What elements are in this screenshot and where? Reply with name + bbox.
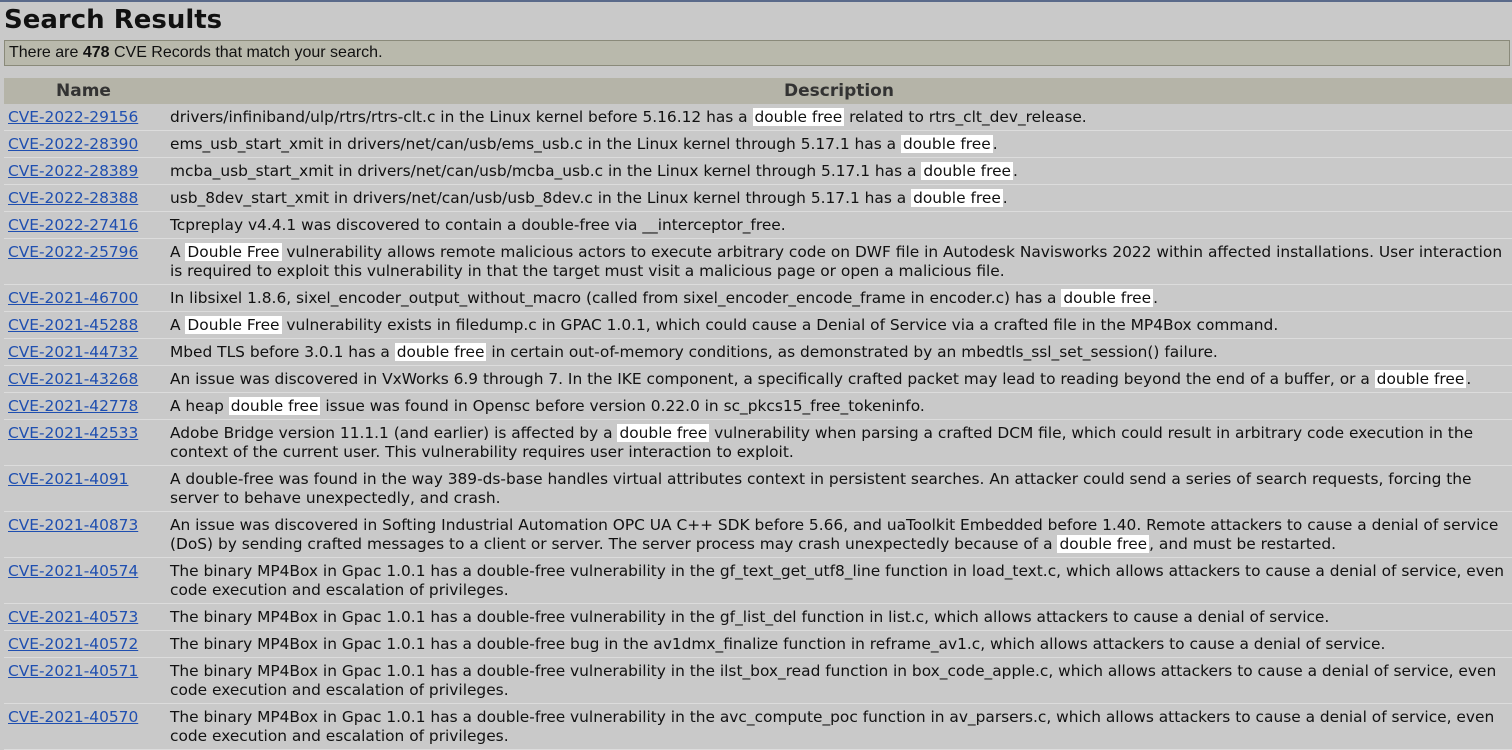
name-column-header: Name — [56, 81, 111, 101]
description-text: ems_usb_start_xmit in drivers/net/can/usb/ems_usb.c in the Linux kernel through 5.17.1 has a — [170, 135, 901, 153]
cve-id-cell — [4, 212, 166, 239]
count-suffix: CVE Records that match your search. — [109, 44, 383, 61]
cve-id-cell — [4, 604, 166, 631]
cve-description — [166, 466, 1512, 512]
cve-id-cell — [4, 131, 166, 158]
search-term-highlight: Double Free — [187, 243, 280, 261]
search-term-highlight: double free — [1059, 535, 1148, 553]
description-text: An issue was discovered in Softing Industrial Automation OPC UA C++ SDK before 5.66, and uaToolkit Embedded before 1.40. Remote attackers to cause a denial of service (DoS) by sending crafted messages to a client or server. The server process may crash unexpectedly because of a — [170, 516, 1499, 553]
results-table — [4, 78, 1512, 750]
cve-id-cell — [4, 512, 166, 558]
cve-description — [166, 339, 1512, 366]
cve-id-cell — [4, 466, 166, 512]
description-column-header: Description — [784, 81, 894, 101]
cve-id-link[interactable]: CVE-2021-43268 — [8, 370, 139, 388]
cve-id-link[interactable]: CVE-2021-40573 — [8, 608, 139, 626]
search-term-highlight: double free — [1063, 289, 1152, 307]
table-row — [4, 604, 1512, 631]
cve-description — [166, 704, 1512, 750]
cve-id-cell — [4, 631, 166, 658]
cve-id-link[interactable]: CVE-2022-28389 — [8, 162, 139, 180]
cve-description — [166, 658, 1512, 704]
cve-description — [166, 512, 1512, 558]
cve-id-link[interactable]: CVE-2021-40570 — [8, 708, 139, 726]
description-text: A — [170, 316, 186, 334]
description-text: . — [992, 135, 998, 153]
description-text: . — [1466, 370, 1472, 388]
search-term-highlight: double free — [923, 162, 1012, 180]
table-row — [4, 512, 1512, 558]
cve-description — [166, 212, 1512, 239]
table-row — [4, 658, 1512, 704]
description-text: vulnerability allows remote malicious actors to execute arbitrary code on DWF file in Autodesk Navisworks 2022 within affected installations. User interaction is required to exploit this vulnerability in that the target must visit a malicious page or open a malicious file. — [170, 243, 1503, 280]
description-text: A heap — [170, 397, 229, 415]
cve-id-cell — [4, 658, 166, 704]
table-row — [4, 131, 1512, 158]
description-text: Tcpreplay v4.4.1 was discovered to contain a double-free via __interceptor_free. — [170, 216, 786, 234]
cve-id-cell — [4, 185, 166, 212]
table-row — [4, 285, 1512, 312]
table-row — [4, 212, 1512, 239]
cve-description — [166, 158, 1512, 185]
cve-id-cell — [4, 420, 166, 466]
cve-id-link[interactable]: CVE-2021-40572 — [8, 635, 139, 653]
search-results-page — [0, 2, 1512, 61]
cve-description — [166, 285, 1512, 312]
description-text: usb_8dev_start_xmit in drivers/net/can/usb/usb_8dev.c in the Linux kernel through 5.17.1 has a — [170, 189, 912, 207]
cve-id-link[interactable]: CVE-2021-4091 — [8, 470, 129, 488]
cve-id-link[interactable]: CVE-2022-27416 — [8, 216, 139, 234]
cve-id-link[interactable]: CVE-2021-46700 — [8, 289, 139, 307]
table-header-row — [4, 78, 1512, 104]
cve-id-cell — [4, 339, 166, 366]
cve-description — [166, 104, 1512, 131]
cve-id-link[interactable]: CVE-2021-40873 — [8, 516, 139, 534]
description-text: The binary MP4Box in Gpac 1.0.1 has a double-free vulnerability in the ilst_box_read function in box_code_apple.c, which allows attackers to cause a denial of service, even code execution and escalation of privileges. — [170, 662, 1497, 699]
cve-description — [166, 312, 1512, 339]
cve-description — [166, 185, 1512, 212]
table-row — [4, 104, 1512, 131]
description-text: . — [1153, 289, 1158, 307]
table-row — [4, 420, 1512, 466]
description-text: A — [170, 243, 186, 261]
table-row — [4, 185, 1512, 212]
table-row — [4, 339, 1512, 366]
cve-id-link[interactable]: CVE-2021-45288 — [8, 316, 139, 334]
cve-id-cell — [4, 239, 166, 285]
cve-description — [166, 131, 1512, 158]
count-prefix: There are — [9, 44, 83, 61]
result-count-bar — [4, 40, 1510, 66]
table-row — [4, 312, 1512, 339]
cve-description — [166, 239, 1512, 285]
description-text: . — [1002, 189, 1008, 207]
cve-id-link[interactable]: CVE-2022-28388 — [8, 189, 139, 207]
table-row — [4, 366, 1512, 393]
cve-id-cell — [4, 366, 166, 393]
cve-id-cell — [4, 704, 166, 750]
description-text: The binary MP4Box in Gpac 1.0.1 has a double-free bug in the av1dmx_finalize function in reframe_av1.c, which allows attackers to cause a denial of service. — [170, 635, 1386, 653]
description-text: vulnerability when parsing a crafted DCM file, which could result in arbitrary code execution in the context of the current user. This vulnerability requires user interaction to exploit. — [170, 424, 1474, 461]
description-text: In libsixel 1.8.6, sixel_encoder_output_without_macro (called from sixel_encoder_encode_frame in encoder.c) has a — [170, 289, 1062, 307]
cve-id-cell — [4, 393, 166, 420]
description-text: A double-free was found in the way 389-ds-base handles virtual attributes context in persistent searches. An attacker could send a series of search requests, forcing the server to behave unexpectedly, and crash. — [170, 470, 1472, 507]
table-row — [4, 704, 1512, 750]
description-text: mcba_usb_start_xmit in drivers/net/can/usb/mcba_usb.c in the Linux kernel through 5.17.1 has a — [170, 162, 922, 180]
description-text: Adobe Bridge version 11.1.1 (and earlier) is affected by a — [170, 424, 618, 442]
description-text: vulnerability exists in filedump.c in GPAC 1.0.1, which could cause a Denial of Service via a crafted file in the MP4Box command. — [281, 316, 1279, 334]
description-text: The binary MP4Box in Gpac 1.0.1 has a double-free vulnerability in the avc_compute_poc function in av_parsers.c, which allows attackers to cause a denial of service, even code execution and escalation of privileges. — [170, 708, 1495, 745]
table-row — [4, 158, 1512, 185]
description-text: , and must be restarted. — [1149, 535, 1337, 553]
description-text: The binary MP4Box in Gpac 1.0.1 has a double-free vulnerability in the gf_list_del function in list.c, which allows attackers to cause a denial of service. — [170, 608, 1330, 626]
table-row — [4, 558, 1512, 604]
count-value: 478 — [82, 44, 110, 61]
cve-description — [166, 604, 1512, 631]
search-term-highlight: double free — [619, 424, 708, 442]
cve-id-link[interactable]: CVE-2021-42778 — [8, 397, 139, 415]
search-term-highlight: double free — [902, 135, 991, 153]
cve-id-link[interactable]: CVE-2021-44732 — [8, 343, 139, 361]
cve-description — [166, 420, 1512, 466]
cve-id-link[interactable]: CVE-2021-40574 — [8, 562, 139, 580]
cve-description — [166, 393, 1512, 420]
cve-id-cell — [4, 158, 166, 185]
table-row — [4, 631, 1512, 658]
description-text: issue was found in Opensc before version 0.22.0 in sc_pkcs15_free_tokeninfo. — [320, 397, 925, 415]
description-text: in certain out-of-memory conditions, as demonstrated by an mbedtls_ssl_set_session() failure. — [486, 343, 1218, 361]
search-term-highlight: double free — [396, 343, 485, 361]
cve-id-cell — [4, 312, 166, 339]
cve-id-link[interactable]: CVE-2021-40571 — [8, 662, 139, 680]
results-table-body — [4, 104, 1512, 750]
search-term-highlight: double free — [230, 397, 319, 415]
search-term-highlight: double free — [754, 108, 843, 126]
description-text: Mbed TLS before 3.0.1 has a — [170, 343, 395, 361]
table-row — [4, 239, 1512, 285]
description-text: related to rtrs_clt_dev_release. — [844, 108, 1087, 126]
description-text: drivers/infiniband/ulp/rtrs/rtrs-clt.c in the Linux kernel before 5.16.12 has a — [170, 108, 753, 126]
cve-description — [166, 366, 1512, 393]
cve-id-cell — [4, 558, 166, 604]
table-row — [4, 393, 1512, 420]
cve-id-link[interactable]: CVE-2022-29156 — [8, 108, 139, 126]
search-term-highlight: double free — [1376, 370, 1465, 388]
cve-id-link[interactable]: CVE-2022-25796 — [8, 243, 139, 261]
cve-description — [166, 558, 1512, 604]
table-row — [4, 466, 1512, 512]
cve-id-link[interactable]: CVE-2021-42533 — [8, 424, 139, 442]
page-title: Search Results — [4, 5, 223, 35]
search-term-highlight: double free — [913, 189, 1001, 207]
description-text: . — [1013, 162, 1018, 180]
cve-id-cell — [4, 104, 166, 131]
description-text: The binary MP4Box in Gpac 1.0.1 has a double-free vulnerability in the gf_text_get_utf8_line function in load_text.c, which allows attackers to cause a denial of service, even code execution and escalation of privileges. — [170, 562, 1505, 599]
description-text: An issue was discovered in VxWorks 6.9 through 7. In the IKE component, a specifically crafted packet may lead to reading beyond the end of a buffer, or a — [170, 370, 1375, 388]
search-term-highlight: Double Free — [187, 316, 280, 334]
cve-id-cell — [4, 285, 166, 312]
cve-id-link[interactable]: CVE-2022-28390 — [8, 135, 139, 153]
cve-description — [166, 631, 1512, 658]
